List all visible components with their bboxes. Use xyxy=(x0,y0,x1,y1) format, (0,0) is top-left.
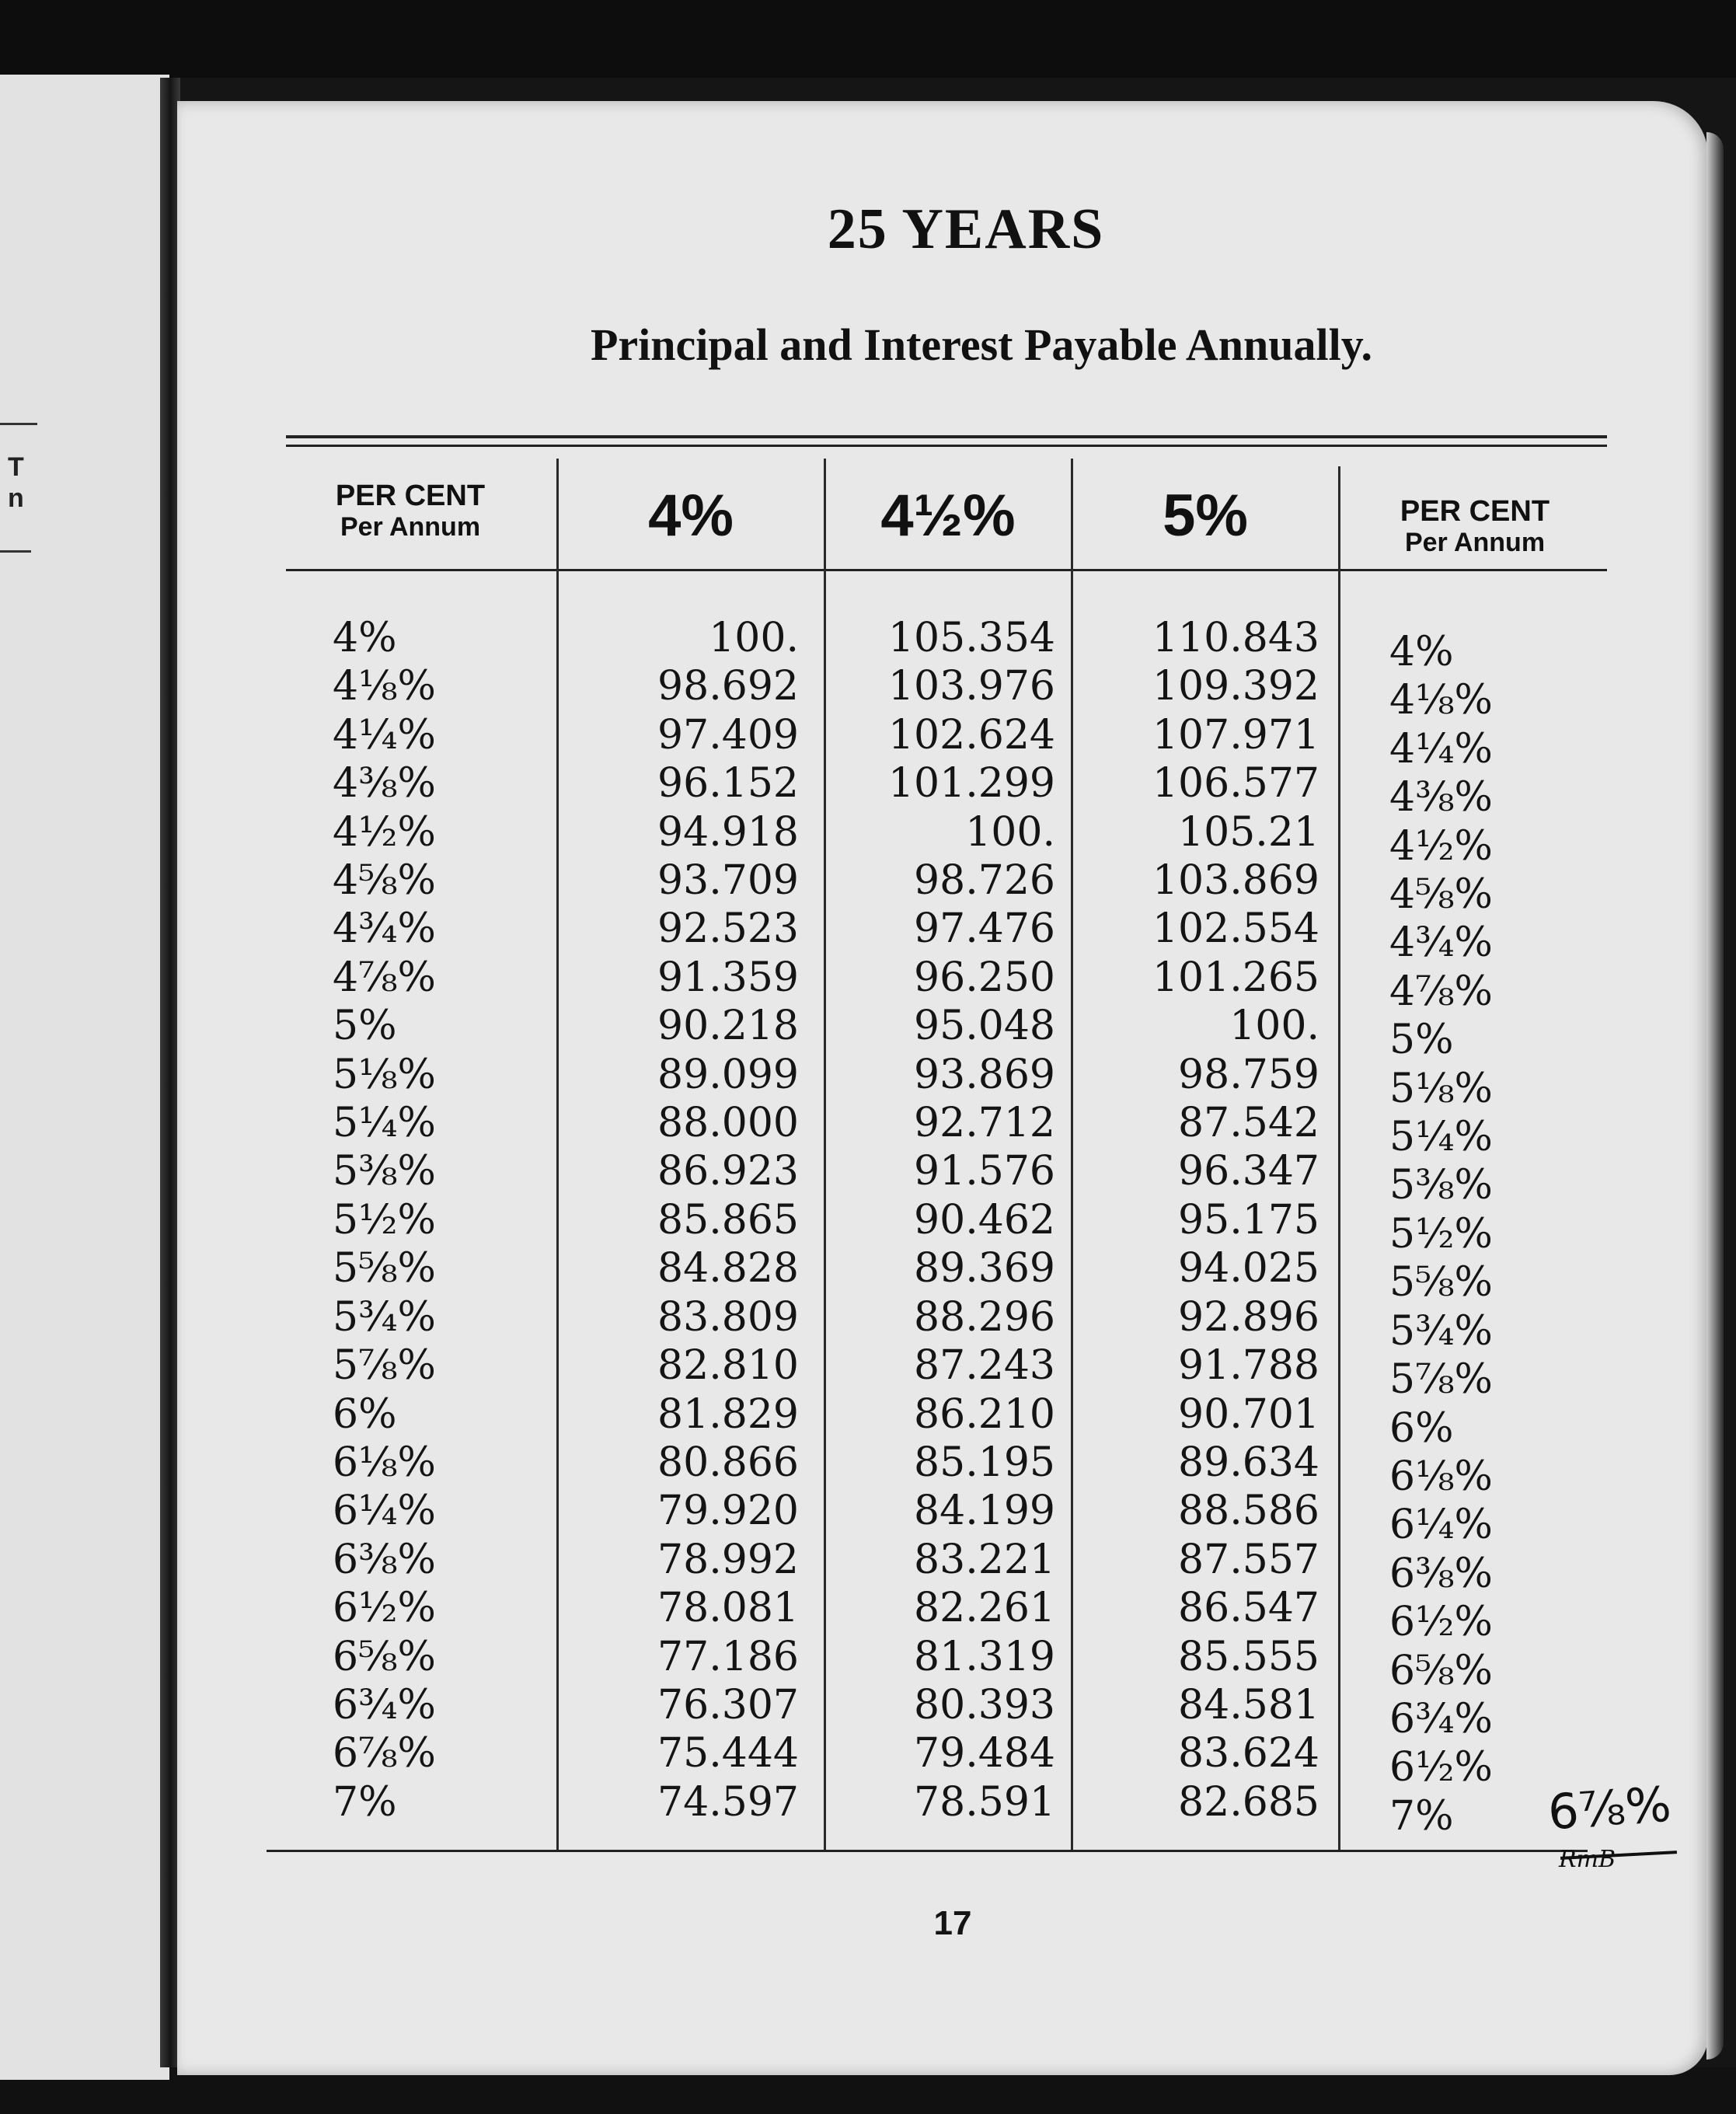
value-cell: 84.581 xyxy=(1178,1681,1319,1729)
value-cell: 98.692 xyxy=(657,663,799,710)
value-cell: 91.788 xyxy=(1178,1342,1319,1390)
rate-cell: 5⅜% xyxy=(1389,1162,1493,1209)
value-cell: 74.597 xyxy=(657,1778,799,1826)
rate-cell: 7% xyxy=(1389,1792,1454,1840)
value-cell: 83.624 xyxy=(1178,1730,1319,1777)
value-cell: 81.319 xyxy=(914,1633,1055,1680)
rate-cell: 6½% xyxy=(1389,1744,1493,1791)
rate-cell: 5¼% xyxy=(1389,1114,1493,1161)
rate-cell: 6¼% xyxy=(1389,1502,1493,1549)
rate-cell: 6¼% xyxy=(333,1488,436,1535)
rate-cell: 4% xyxy=(333,615,397,661)
rate-cell: 6⅝% xyxy=(1389,1647,1493,1694)
rate-cell: 5¼% xyxy=(333,1100,436,1147)
handwritten-note: 6⅞% xyxy=(1546,1775,1673,1841)
rate-cell: 4⅛% xyxy=(333,663,436,710)
value-cell: 98.726 xyxy=(914,857,1055,905)
value-cell: 88.296 xyxy=(914,1293,1055,1341)
value-cell: 83.221 xyxy=(914,1536,1055,1583)
header-per-annum-label: Per Annum xyxy=(1404,528,1546,557)
rate-cell: 4¾% xyxy=(1389,919,1493,967)
value-cell: 81.829 xyxy=(657,1390,799,1438)
value-column-5 xyxy=(1079,614,1319,1826)
value-cell: 91.576 xyxy=(914,1148,1055,1195)
header-per-cent-label: PER CENT xyxy=(335,480,486,512)
value-cell: 103.869 xyxy=(1152,857,1319,905)
header-rate-4-half: 4½% xyxy=(880,483,1016,549)
value-cell: 78.591 xyxy=(914,1778,1055,1826)
table-bottom-rule xyxy=(267,1850,1588,1852)
rate-cell: 5¾% xyxy=(333,1293,436,1341)
value-cell: 86.923 xyxy=(657,1148,799,1195)
value-cell: 94.025 xyxy=(1178,1245,1319,1292)
value-cell: 96.250 xyxy=(914,954,1055,1001)
adjacent-page-rule xyxy=(0,550,31,553)
value-cell: 82.261 xyxy=(914,1585,1055,1632)
rate-cell: 6½% xyxy=(1389,1599,1493,1646)
scan-top-border xyxy=(0,0,1736,78)
value-cell: 90.701 xyxy=(1178,1390,1319,1438)
rate-cell: 5⅞% xyxy=(333,1342,436,1390)
rate-cell: 5½% xyxy=(1389,1210,1493,1258)
value-cell: 89.634 xyxy=(1178,1439,1319,1486)
value-cell: 82.810 xyxy=(657,1342,799,1390)
table-top-rule xyxy=(286,445,1607,447)
value-cell: 94.918 xyxy=(657,808,799,856)
rate-cell: 4¾% xyxy=(333,905,436,953)
value-cell: 106.577 xyxy=(1152,760,1319,808)
rate-cell: 5⅝% xyxy=(1389,1259,1493,1306)
header-per-cent-right xyxy=(1343,496,1607,558)
rate-cell: 5⅞% xyxy=(1389,1356,1493,1404)
value-cell: 110.843 xyxy=(1152,615,1319,661)
rate-cell: 4¼% xyxy=(1389,725,1493,773)
value-cell: 95.048 xyxy=(914,1003,1055,1050)
value-cell: 93.709 xyxy=(657,857,799,905)
column-divider xyxy=(824,459,826,1850)
value-cell: 97.409 xyxy=(657,711,799,759)
rate-cell: 6⅛% xyxy=(333,1439,436,1486)
book-page xyxy=(177,101,1708,2075)
header-per-cent-label: PER CENT xyxy=(1400,495,1550,528)
value-cell: 90.218 xyxy=(657,1003,799,1050)
value-cell: 77.186 xyxy=(657,1633,799,1680)
column-divider xyxy=(1338,466,1340,1850)
rate-cell: 5% xyxy=(333,1003,397,1050)
value-cell: 96.152 xyxy=(657,760,799,808)
value-cell: 105.354 xyxy=(887,615,1055,661)
header-rate-5: 5% xyxy=(1163,483,1248,549)
rate-column-right xyxy=(1389,628,1560,1840)
header-rate-4: 4% xyxy=(648,483,734,549)
adjacent-page-rule xyxy=(0,423,37,425)
value-cell: 89.099 xyxy=(657,1051,799,1098)
value-cell: 79.920 xyxy=(657,1488,799,1535)
value-cell: 102.554 xyxy=(1152,905,1319,953)
rate-cell: 5⅛% xyxy=(1389,1065,1493,1112)
value-cell: 82.685 xyxy=(1178,1778,1319,1826)
rate-cell: 6⅝% xyxy=(333,1633,436,1680)
rate-cell: 6% xyxy=(333,1390,397,1438)
value-cell: 76.307 xyxy=(657,1681,799,1729)
value-cell: 80.866 xyxy=(657,1439,799,1486)
value-cell: 100. xyxy=(709,615,799,661)
value-cell: 75.444 xyxy=(657,1730,799,1777)
adjacent-page-fragment: T xyxy=(8,452,24,482)
value-cell: 86.547 xyxy=(1178,1585,1319,1632)
value-cell: 87.542 xyxy=(1178,1100,1319,1147)
value-cell: 103.976 xyxy=(887,663,1055,710)
rate-cell: 4⅛% xyxy=(1389,677,1493,724)
page-number: 17 xyxy=(933,1904,972,1942)
rate-cell: 4½% xyxy=(333,808,436,856)
value-cell: 88.586 xyxy=(1178,1488,1319,1535)
header-per-annum-label: Per Annum xyxy=(340,512,481,542)
rate-cell: 5% xyxy=(1389,1017,1454,1064)
table-header-rule xyxy=(286,569,1607,571)
rate-cell: 6½% xyxy=(333,1585,436,1632)
value-cell: 96.347 xyxy=(1178,1148,1319,1195)
value-cell: 84.828 xyxy=(657,1245,799,1292)
rate-column-left xyxy=(333,614,542,1826)
header-per-cent-left xyxy=(294,480,527,542)
rate-cell: 5⅝% xyxy=(333,1245,436,1292)
value-cell: 86.210 xyxy=(914,1390,1055,1438)
adjacent-page-fragment: n xyxy=(8,483,24,513)
value-cell: 78.992 xyxy=(657,1536,799,1583)
value-cell: 105.21 xyxy=(1178,808,1319,856)
rate-cell: 7% xyxy=(333,1778,397,1826)
value-column-4 xyxy=(566,614,799,1826)
rate-cell: 4⅜% xyxy=(1389,774,1493,822)
value-cell: 93.869 xyxy=(914,1051,1055,1098)
value-cell: 79.484 xyxy=(914,1730,1055,1777)
value-cell: 100. xyxy=(1229,1003,1319,1050)
rate-cell: 4⅞% xyxy=(1389,968,1493,1015)
rate-cell: 5⅜% xyxy=(333,1148,436,1195)
rate-cell: 6⅛% xyxy=(1389,1453,1493,1500)
value-cell: 87.557 xyxy=(1178,1536,1319,1583)
value-cell: 97.476 xyxy=(914,905,1055,953)
rate-cell: 6⅜% xyxy=(333,1536,436,1583)
value-cell: 107.971 xyxy=(1152,711,1319,759)
column-divider xyxy=(1071,459,1073,1850)
value-cell: 102.624 xyxy=(887,711,1055,759)
rate-cell: 6¾% xyxy=(1389,1695,1493,1742)
rate-cell: 6¾% xyxy=(333,1681,436,1729)
value-cell: 90.462 xyxy=(914,1196,1055,1244)
value-cell: 92.896 xyxy=(1178,1293,1319,1341)
value-cell: 101.265 xyxy=(1152,954,1319,1001)
rate-cell: 4⅝% xyxy=(1389,871,1493,919)
value-cell: 91.359 xyxy=(657,954,799,1001)
value-cell: 83.809 xyxy=(657,1293,799,1341)
value-cell: 95.175 xyxy=(1178,1196,1319,1244)
value-column-4-half xyxy=(830,614,1055,1826)
rate-cell: 6⅞% xyxy=(333,1730,436,1777)
rate-cell: 4⅝% xyxy=(333,857,436,905)
value-cell: 87.243 xyxy=(914,1342,1055,1390)
value-cell: 85.195 xyxy=(914,1439,1055,1486)
value-cell: 101.299 xyxy=(887,760,1055,808)
rate-cell: 5½% xyxy=(333,1196,436,1244)
value-cell: 84.199 xyxy=(914,1488,1055,1535)
rate-cell: 6⅜% xyxy=(1389,1550,1493,1597)
rate-cell: 4⅜% xyxy=(333,760,436,808)
value-cell: 98.759 xyxy=(1178,1051,1319,1098)
rate-cell: 4⅞% xyxy=(333,954,436,1001)
rate-cell: 6% xyxy=(1389,1404,1454,1452)
column-divider xyxy=(556,459,559,1850)
value-cell: 109.392 xyxy=(1152,663,1319,710)
page-subtitle: Principal and Interest Payable Annually. xyxy=(590,319,1373,370)
table-top-rule xyxy=(286,435,1607,438)
rate-cell: 5⅛% xyxy=(333,1051,436,1098)
value-cell: 78.081 xyxy=(657,1585,799,1632)
page-edge xyxy=(1706,132,1724,2060)
value-cell: 100. xyxy=(965,808,1055,856)
value-cell: 85.865 xyxy=(657,1196,799,1244)
handwritten-initials: RmB xyxy=(1559,1846,1616,1873)
rate-cell: 5¾% xyxy=(1389,1307,1493,1355)
value-cell: 92.523 xyxy=(657,905,799,953)
value-cell: 88.000 xyxy=(657,1100,799,1147)
page-title: 25 YEARS xyxy=(827,197,1105,261)
value-cell: 85.555 xyxy=(1178,1633,1319,1680)
adjacent-page xyxy=(0,75,169,2080)
value-cell: 89.369 xyxy=(914,1245,1055,1292)
rate-cell: 4¼% xyxy=(333,711,436,759)
value-cell: 92.712 xyxy=(914,1100,1055,1147)
rate-cell: 4½% xyxy=(1389,822,1493,870)
rate-cell: 4% xyxy=(1389,629,1454,675)
value-cell: 80.393 xyxy=(914,1681,1055,1729)
